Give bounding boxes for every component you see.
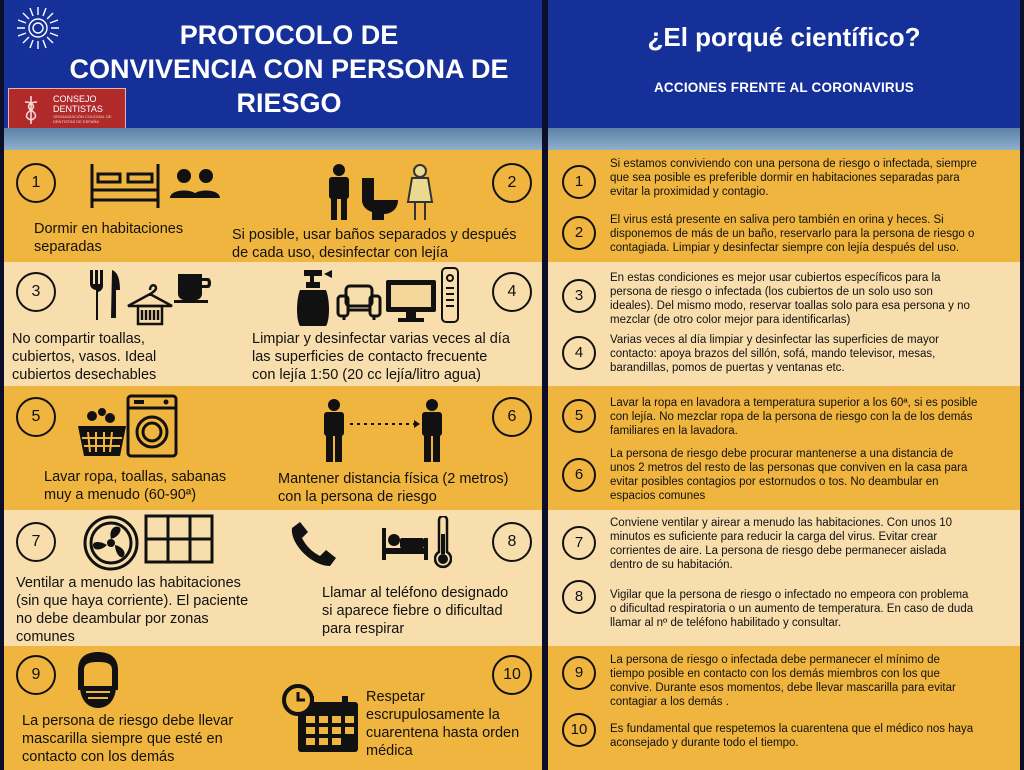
step-number: 2 [562, 216, 596, 250]
right-header-strip [548, 128, 1020, 150]
step-number: 5 [562, 399, 596, 433]
step-number: 8 [492, 522, 532, 562]
spray-bottle-icon [290, 266, 334, 328]
face-mask-icon [72, 650, 124, 712]
cup-icon [174, 270, 214, 304]
caption-6: Mantener distancia física (2 metros) con la persona de riesgo [278, 471, 509, 505]
step-number: 7 [562, 526, 596, 560]
window-icon [144, 514, 214, 564]
people-icon [166, 168, 222, 200]
phone-icon [290, 520, 336, 568]
caption-8: Llamar al teléfono designado si aparece fiebre o dificultad para respirar [322, 585, 509, 637]
step-number: 4 [492, 272, 532, 312]
scientific-title: ¿El porqué científico? [647, 22, 921, 52]
reason-3: En estas condiciones es mejor usar cubiertos específicos para la persona de riesgo o infectada (los cubiertos de un solo uso son ideales). Del mismo modo, reservar toallas solo para esa persona y no mezclar (de otro color mejor para identificarlas) [610, 272, 970, 326]
step-number: 5 [16, 397, 56, 437]
clock-calendar-icon [282, 684, 360, 754]
caption-9: La persona de riesgo debe llevar mascarilla siempre que esté en contacto con los demás [22, 713, 234, 765]
distance-icon [320, 398, 448, 464]
protocol-title: PROTOCOLO DE CONVIVENCIA CON PERSONA DE RIESGO [69, 20, 509, 118]
reason-5: Lavar la ropa en lavadora a temperatura superior a los 60ª, si es posible con lejía. No mezclar ropa de la persona de riesgo con la de los demás familiares en la lavadora. [610, 397, 978, 437]
fan-icon [82, 514, 140, 572]
step-number: 6 [492, 397, 532, 437]
caduceus-icon [17, 94, 45, 126]
caption-3: No compartir toallas, cubiertos, vasos. Ideal cubiertos desechables [12, 331, 157, 383]
step-number: 10 [492, 655, 532, 695]
scientific-reason-panel [548, 0, 1020, 770]
consejo-dentistas-logo: CONSEJO DENTISTAS ORGANIZACIÓN COLEGIAL DE DENTISTAS DE ESPAÑA [8, 88, 126, 130]
step-number: 3 [562, 279, 596, 313]
reason-10: Es fundamental que respetemos la cuarentena que el médico nos haya aconsejado y durante todo el tiempo. [610, 723, 974, 749]
step-number: 9 [562, 656, 596, 690]
washing-machine-icon [126, 394, 178, 458]
reason-9: La persona de riesgo o infectada debe permanecer el mínimo de tiempo posible en contacto con los demás miembros con los que convive. Durante esos momentos, debe llevar mascarilla para evitar contagiar a los demás . [610, 654, 956, 708]
reason-2: El virus está presente en saliva pero también en orina y heces. Si disponemos de más de un baño, reservarlo para la persona de riesgo o contagiada. Limpiar y desinfectar siempre con lejía después del uso. [610, 214, 975, 254]
reason-8: Vigilar que la persona de riesgo o infectado no empeora con problema o dificultad respiratoria o un aumento de temperatura. En caso de duda llamar al nº de teléfono habilitado y consultar. [610, 589, 974, 629]
sick-bed-icon [380, 524, 430, 562]
step-number: 9 [16, 655, 56, 695]
step-number: 4 [562, 336, 596, 370]
step-number: 1 [562, 165, 596, 199]
right-header [548, 0, 1020, 128]
scientific-subtitle: ACCIONES FRENTE AL CORONAVIRUS [653, 80, 914, 95]
monitor-icon [384, 278, 438, 324]
remote-icon [440, 266, 460, 324]
step-number: 2 [492, 163, 532, 203]
caption-4: Limpiar y desinfectar varias veces al día las superficies de contacto frecuente con lejía 1:50 (20 cc lejía/litro agua) [252, 331, 510, 383]
step-number: 6 [562, 458, 596, 492]
toilet-icon [360, 176, 400, 222]
thermometer-icon [434, 516, 452, 570]
reason-6: La persona de riesgo debe procurar mantenerse a una distancia de unos 2 metros del resto de las personas que conviven en la casa para evitar posibles contagios por estornudos o tos. No deambular en espacios comunes [610, 448, 968, 502]
step-number: 7 [16, 522, 56, 562]
caption-2: Si posible, usar baños separados y después de cada uso, desinfectar con lejía [232, 227, 517, 261]
step-number: 10 [562, 713, 596, 747]
towel-hanger-icon [126, 280, 174, 326]
reason-1: Si estamos conviviendo con una persona de riesgo o infectada, siempre que sea posible es preferible dormir en habitaciones separadas para evitar la proximidad y contagio. [610, 158, 977, 198]
caption-7: Ventilar a menudo las habitaciones (sin que haya corriente). El paciente no debe deambular por zonas comunes [16, 575, 249, 645]
reason-4: Varias veces al día limpiar y desinfectar las superficies de mayor contacto: apoya brazos del sillón, sofá, mando televisor, mesas, barandillas, pomos de puertas y ventanas etc. [610, 334, 939, 374]
woman-icon [406, 164, 434, 222]
step-number: 3 [16, 272, 56, 312]
caption-5: Lavar ropa, toallas, sabanas muy a menudo (60-90ª) [44, 469, 227, 503]
man-icon [326, 164, 352, 222]
protocol-panel [4, 0, 542, 770]
step-number: 8 [562, 580, 596, 614]
cutlery-icon [88, 268, 122, 320]
step-number: 1 [16, 163, 56, 203]
caption-10: Respetar escrupulosamente la cuarentena hasta orden médica [366, 689, 520, 759]
left-header-strip [4, 128, 542, 150]
laundry-basket-icon [76, 406, 128, 458]
caption-1: Dormir en habitaciones separadas [34, 221, 184, 255]
armchair-icon [336, 282, 382, 322]
reason-7: Conviene ventilar y airear a menudo las habitaciones. Con unos 10 minutos es suficiente para reducir la carga del virus. Evitar crear corrientes de aire. La persona de riesgo debe permanecer aislada dentro de su habitación. [610, 517, 953, 571]
bed-icon [88, 160, 162, 210]
